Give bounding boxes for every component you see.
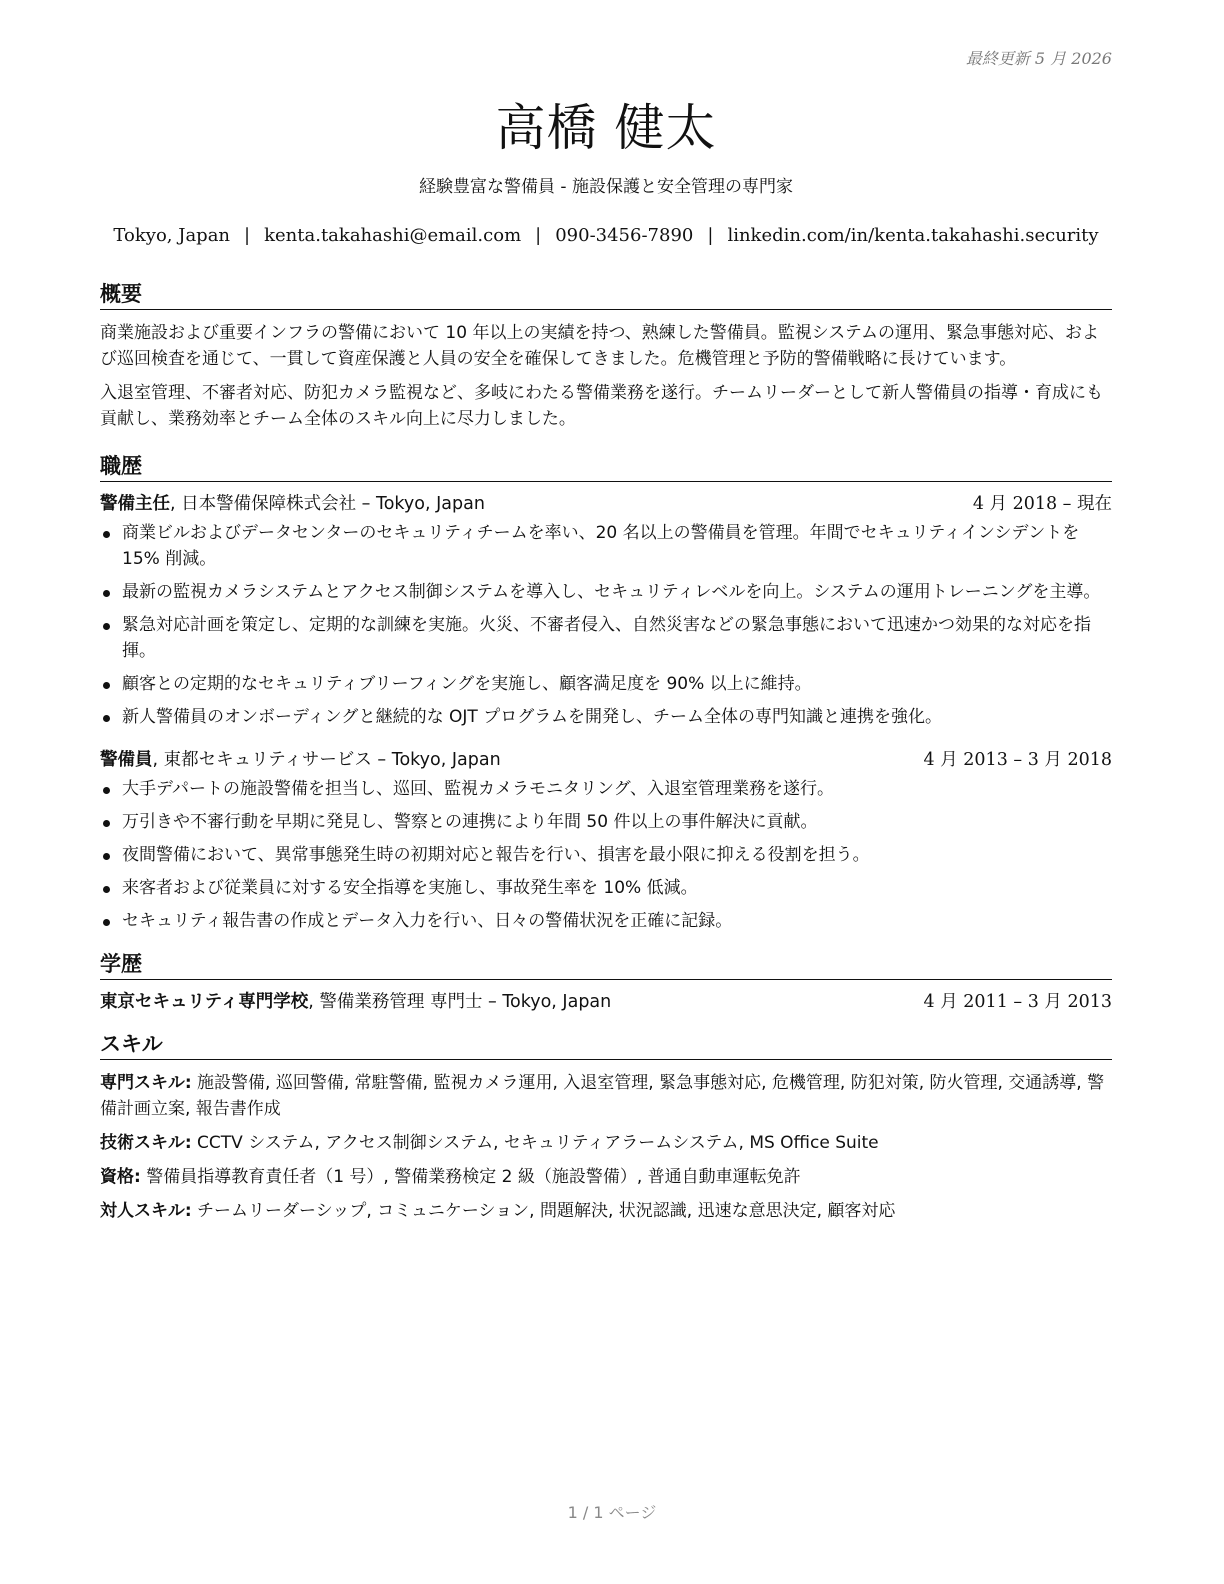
summary-paragraph: 商業施設および重要インフラの警備において 10 年以上の実績を持つ、熟練した警備員。監視システムの運用、緊急事態対応、および巡回検査を通じて、一貫して資産保護と人員の安全を確保してきました。危機管理と予防的警備戦略に長けています。 (100, 323, 1100, 369)
skill-value: 警備員指導教育責任者（1 号）, 警備業務検定 2 級（施設警備）, 普通自動車運転免許 (140, 1167, 801, 1187)
last-updated: 最終更新 5 月 2026 (965, 49, 1112, 68)
bullet-icon (103, 715, 110, 722)
job-header (100, 748, 1112, 772)
contact-separator: | (244, 225, 251, 246)
contact-separator: | (707, 225, 714, 246)
education-entry (100, 990, 1112, 1014)
job-bullets (100, 520, 1112, 730)
job-entry (100, 492, 1112, 730)
tagline: 経験豊富な警備員 - 施設保護と安全管理の専門家 (419, 177, 793, 197)
skill-label: 専門スキル: (100, 1073, 192, 1093)
page-number: 1 / 1 ページ (567, 1503, 657, 1522)
education-section (100, 948, 1112, 1014)
skill-label: 資格: (100, 1167, 141, 1187)
job-title: 警備員 (100, 750, 153, 770)
bullet-icon (103, 531, 110, 538)
contact-separator: | (535, 225, 542, 246)
experience-heading: 職歴 (100, 450, 1112, 482)
list-item: 緊急対応計画を策定し、定期的な訓練を実施。火災、不審者侵入、自然災害などの緊急事態において迅速かつ効果的な対応を指揮。 (100, 612, 1112, 664)
skill-row (100, 1198, 1112, 1224)
education-dates: 4 月 2011 – 3 月 2013 (923, 992, 1112, 1012)
experience-section (100, 450, 1112, 934)
summary-heading: 概要 (100, 278, 1112, 310)
contact-linkedin[interactable]: linkedin.com/in/kenta.takahashi.security (727, 225, 1099, 246)
summary-paragraph: 入退室管理、不審者対応、防犯カメラ監視など、多岐にわたる警備業務を遂行。チームリーダーとして新人警備員の指導・育成にも貢献し、業務効率とチーム全体のスキル向上に尽力しました。 (100, 383, 1103, 429)
list-item: 顧客との定期的なセキュリティブリーフィングを実施し、顧客満足度を 90% 以上に維持。 (100, 671, 1112, 697)
contact-phone[interactable]: 090-3456-7890 (555, 225, 694, 246)
list-item: 来客者および従業員に対する安全指導を実施し、事故発生率を 10% 低減。 (100, 875, 1112, 901)
job-dates: 4 月 2013 – 3 月 2018 (923, 750, 1112, 770)
list-item: セキュリティ報告書の作成とデータ入力を行い、日々の警備状況を正確に記録。 (100, 908, 1112, 934)
job-entry (100, 748, 1112, 934)
list-item: 商業ビルおよびデータセンターのセキュリティチームを率い、20 名以上の警備員を管理。年間でセキュリティインシデントを 15% 削減。 (100, 520, 1112, 572)
list-item: 新人警備員のオンボーディングと継続的な OJT プログラムを開発し、チーム全体の専門知識と連携を強化。 (100, 704, 1112, 730)
bullet-icon (103, 820, 110, 827)
skills-heading: スキル (100, 1028, 1112, 1060)
bullet-icon (103, 623, 110, 630)
contact-location: Tokyo, Japan (113, 225, 231, 246)
skill-row (100, 1070, 1112, 1122)
list-item: 夜間警備において、異常事態発生時の初期対応と報告を行い、損害を最小限に抑える役割を担う。 (100, 842, 1112, 868)
skill-value: 施設警備, 巡回警備, 常駐警備, 監視カメラ運用, 入退室管理, 緊急事態対応, 危機管理, 防犯対策, 防火管理, 交通誘導, 警備計画立案, 報告書作成 (100, 1073, 1105, 1119)
skill-value: CCTV システム, アクセス制御システム, セキュリティアラームシステム, MS Office Suite (191, 1133, 879, 1153)
contact-email[interactable]: kenta.takahashi@email.com (264, 225, 522, 246)
skill-value: チームリーダーシップ, コミュニケーション, 問題解決, 状況認識, 迅速な意思決定, 顧客対応 (191, 1201, 896, 1221)
skill-label: 技術スキル: (100, 1133, 192, 1153)
summary-section (100, 278, 1112, 432)
list-item: 大手デパートの施設警備を担当し、巡回、監視カメラモニタリング、入退室管理業務を遂行。 (100, 776, 1112, 802)
bullet-icon (103, 590, 110, 597)
job-org: , 東都セキュリティサービス – Tokyo, Japan (152, 750, 501, 770)
school-name: 東京セキュリティ専門学校 (100, 992, 309, 1012)
resume-body (100, 278, 1112, 1232)
bullet-icon (103, 919, 110, 926)
skill-row (100, 1130, 1112, 1156)
contact-line (100, 225, 1112, 246)
bullet-icon (103, 886, 110, 893)
skill-label: 対人スキル: (100, 1201, 192, 1221)
bullet-icon (103, 787, 110, 794)
bullet-icon (103, 682, 110, 689)
job-dates: 4 月 2018 – 現在 (972, 494, 1112, 514)
job-title: 警備主任 (100, 494, 170, 514)
list-item: 最新の監視カメラシステムとアクセス制御システムを導入し、セキュリティレベルを向上。システムの運用トレーニングを主導。 (100, 579, 1112, 605)
bullet-icon (103, 853, 110, 860)
list-item: 万引きや不審行動を早期に発見し、警察との連携により年間 50 件以上の事件解決に貢献。 (100, 809, 1112, 835)
job-header (100, 492, 1112, 516)
skill-row (100, 1164, 1112, 1190)
candidate-name: 高橋 健太 (495, 99, 717, 157)
job-org: , 日本警備保障株式会社 – Tokyo, Japan (170, 494, 485, 514)
job-bullets (100, 776, 1112, 934)
education-heading: 学歴 (100, 948, 1112, 980)
skills-section (100, 1028, 1112, 1224)
degree-detail: , 警備業務管理 専門士 – Tokyo, Japan (308, 992, 612, 1012)
